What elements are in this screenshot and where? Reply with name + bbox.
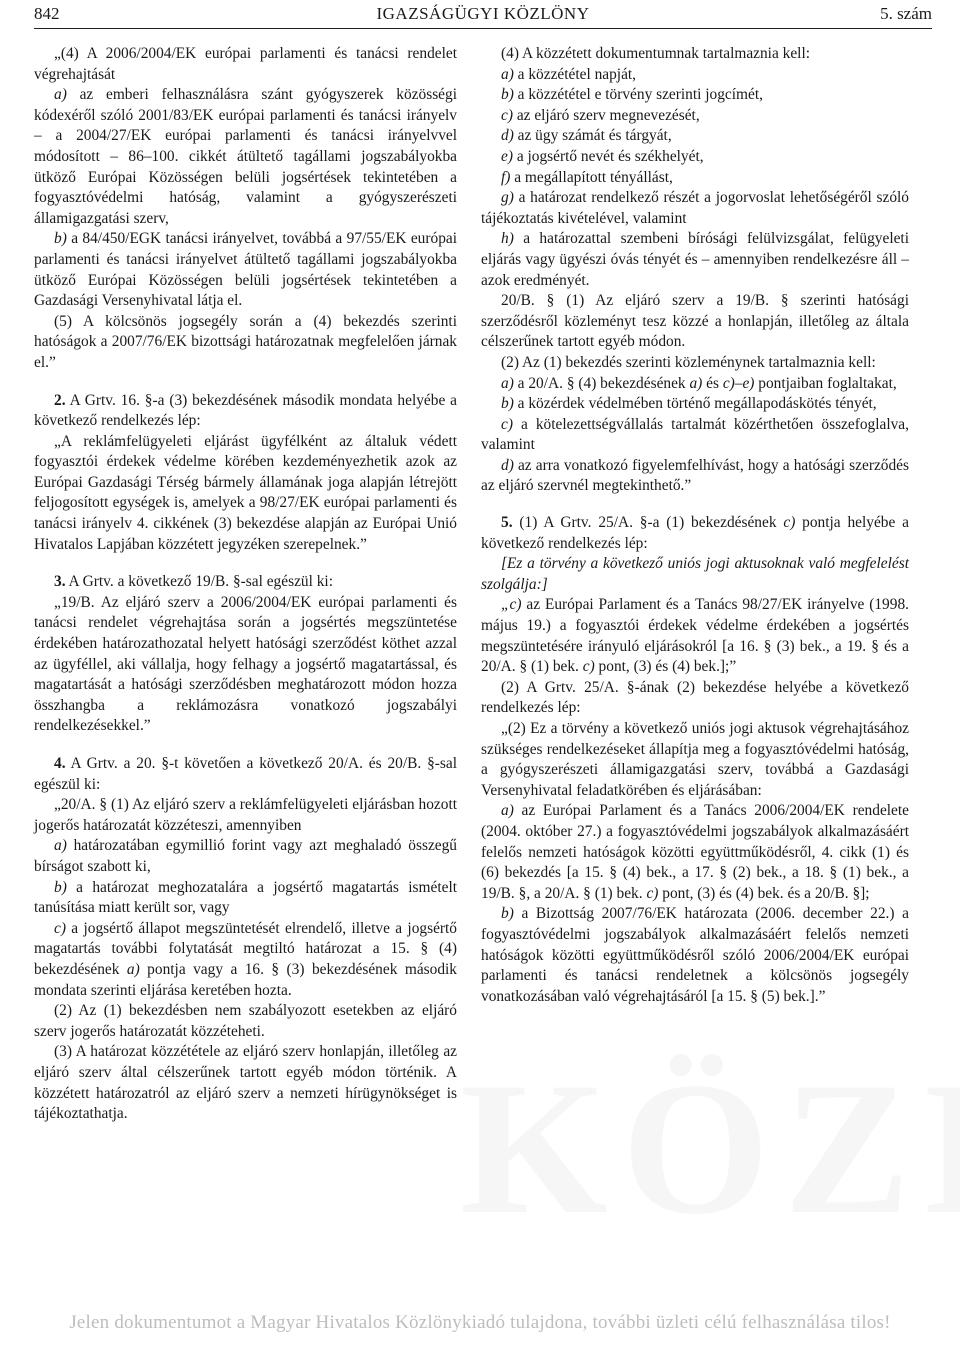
journal-title: IGAZSÁGÜGYI KÖZLÖNY — [376, 4, 590, 23]
section-number: 3. — [54, 573, 66, 591]
list-item: c) az eljáró szerv megnevezését, — [501, 106, 700, 124]
issue-number: 5. szám — [880, 4, 932, 23]
paragraph: a) a 20/A. § (4) bekezdésének a) és c)–e) pontjaiban foglaltakat, — [501, 374, 897, 392]
paragraph: b) a közérdek védelmében történő megállapodáskötés tényét, — [501, 395, 877, 413]
paragraph: (2) Az (1) bekezdés szerinti közleménynek tartalmaznia kell: — [501, 353, 876, 371]
item-label: b) — [54, 878, 67, 896]
paragraph: c) a jogsértő állapot megszüntetését elrendelő, illetve a jogsértő magatartás további folytatását megtiltó határozat a 15. § (4) bekezdésének a) pontja vagy a 16. § (3) bekezdésének második mondata szerinti eljárása keretében hozta. — [34, 919, 457, 999]
list-item: a) a közzététel napját, — [501, 65, 637, 83]
list-item: f) a megállapított tényállást, — [501, 168, 673, 186]
right-column — [481, 44, 909, 1007]
paragraph: b) a határozat meghozatalára a jogsértő magatartás ismételt tanúsítása miatt került sor, vagy — [34, 878, 457, 917]
paragraph: „A reklámfelügyeleti eljárást ügyfélként az általuk védett fogyasztói érdekek védelme körében kezdeményezhetik azok az Európai Gazdasági Térség bármely államának joga alapján létrejött feljogosított egységek is, amelyek a 98/27/EK európai parlamenti és tanácsi irányelv 4. cikkének (3) bekezdése alapján az Európai Unió Hivatalos Lapjában közzétett jegyzéken szerepelnek.” — [34, 432, 457, 553]
paragraph: 20/B. § (1) Az eljáró szerv a 19/B. § szerinti hatósági szerződésről közleményt tesz közzé a honlapján, illetőleg az általa célszerűnek tartott egyéb módon. — [481, 292, 909, 351]
paragraph: b) a Bizottság 2007/76/EK határozata (2006. december 22.) a fogyasztóvédelmi jogszabályok alkalmazásáért felelős nemzeti hatóságok közötti együttműködésről szóló 2006/2004/EK európai parlamenti és tanácsi rendeletnek a kölcsönös jogsegély vonatkozásában való végrehajtásáról [a 15. § (5) bek.].” — [481, 905, 909, 1005]
section-5-heading: 5. (1) A Grtv. 25/A. §-a (1) bekezdésének c) pontja helyébe a következő rendelkezés lép: — [481, 514, 909, 552]
section-number: 4. — [54, 755, 66, 772]
list-item: h) a határozattal szembeni bírósági felülvizsgálat, felügyeleti eljárás vagy ügyészi óvás tényét és – amennyiben rendelkezésre áll – azok eredményét. — [481, 230, 909, 289]
list-item: g) a határozat rendelkező részét a jogorvoslat lehetőségéről szóló tájékoztatás kivételével, valamint — [481, 189, 909, 227]
section-2-heading: 2. A Grtv. 16. §-a (3) bekezdésének második mondata helyébe a következő rendelkezés lép: — [34, 391, 457, 430]
paragraph: „20/A. § (1) Az eljáró szerv a reklámfelügyeleti eljárásban hozott jogerős határozatát közzéteszi, amennyiben — [34, 796, 457, 834]
section-number: 5. — [501, 514, 513, 532]
paragraph: „(2) Ez a törvény a következő uniós jogi aktusok végrehajtásához szükséges rendelkezéseket állapítja meg a fogyasztóvédelmi hatóság, a gyógyszerészeti államigazgatási szerv, továbbá a Gazdasági Versenyhivatal feladatkörében és eljárásában: — [481, 720, 909, 799]
paragraph: a) határozatában egymillió forint vagy azt meghaladó összegű bírságot szabott ki, — [34, 837, 457, 875]
paragraph: „c) az Európai Parlament és a Tanács 98/27/EK irányelve (1998. május 19.) a fogyasztói érdekek védelme érdekében a jogsértés megszüntetésére irányuló eljárásokról [a 16. § (3) bek., a 19. § és a 20/A. § (1) bek. c) pont, (3) és (4) bek.];” — [481, 596, 909, 676]
paragraph: d) az arra vonatkozó figyelemfelhívást, hogy a hatósági szerződés az eljáró szervnél megtekinthető.” — [481, 456, 909, 495]
page-number: 842 — [34, 4, 60, 23]
left-column — [34, 44, 457, 1125]
paragraph: c) a kötelezettségvállalás tartalmát közérthetően összefoglalva, valamint — [481, 415, 909, 454]
paragraph: (4) A közzétett dokumentumnak tartalmaznia kell: — [501, 45, 810, 62]
section-4-heading: 4. A Grtv. a 20. §-t követően a következő 20/A. és 20/B. §-sal egészül ki: — [34, 755, 457, 793]
paragraph: (2) Az (1) bekezdésben nem szabályozott esetekben az eljáró szerv jogerős határozatát közzéteheti. — [34, 1002, 457, 1040]
item-label: a) — [54, 837, 67, 855]
section-3-heading: 3. A Grtv. a következő 19/B. §-sal egészül ki: — [54, 573, 333, 591]
watermark — [460, 1040, 960, 1258]
item-label: c) — [54, 919, 66, 937]
paragraph: a) az emberi felhasználásra szánt gyógyszerek közösségi kódexéről szóló 2001/83/EK európai parlamenti és tanácsi irányelv – a 2004/27/EK európai parlamenti és tanácsi irányelvvel módosított – 86–100. cikkét átültető tagállami jogszabályokba ütköző Európai Közösségen belüli jogsértések tekintetében a fogyasztóvédelmi hatóság, valamint a gyógyszerészeti államigazgatási szerv, — [34, 86, 457, 227]
item-label: b) — [54, 230, 67, 248]
paragraph: a) az Európai Parlament és a Tanács 2006/2004/EK rendelete (2004. október 27.) a fogyasztóvédelmi jogszabályok alkalmazásáért felelős nemzeti hatóságok közötti együttműködésről, 4. cikk (1) és (6) bekezdés [a 15. § (4) bek., a 17. § (2) bek., a 18. § (1) bek., a 19/B. §, a 20/A. § (1) bek. c) pont, (3) és (4) bek. és a 20/B. §]; — [481, 802, 909, 902]
paragraph: „(4) A 2006/2004/EK európai parlamenti és tanácsi rendelet végrehajtását — [34, 45, 457, 83]
list-item: d) az ügy számát és tárgyát, — [501, 127, 672, 145]
copyright-footer: Jelen dokumentumot a Magyar Hivatalos Közlönykiadó tulajdona, további üzleti célú felhasználása tilos! — [69, 1312, 891, 1333]
item-label: a) — [54, 86, 67, 104]
paragraph: „19/B. Az eljáró szerv a 2006/2004/EK európai parlamenti és tanácsi rendelet végrehajtása során a jogsértés megszüntetése érdekében határozathozatal helyett hatósági szerződést köthet azzal az ügyféllel, aki vállalja, hogy felhagy a jogsértő magatartással, és magatartását a hatósági szerződésben meghatározott módon hozza összhangba a reklámozásra vonatkozó jogszabályi rendelkezésekkel.” — [34, 593, 457, 735]
paragraph: (2) A Grtv. 25/A. §-ának (2) bekezdése helyébe a következő rendelkezés lép: — [481, 678, 909, 717]
paragraph: [Ez a törvény a következő uniós jogi aktusoknak való megfelelést szolgálja:] — [481, 555, 909, 593]
page-header — [34, 2, 932, 29]
paragraph: (5) A kölcsönös jogsegély során a (4) bekezdés szerinti hatóságok a 2007/76/EK bizottsági határozatnak megfelelően járnak el.” — [34, 312, 457, 371]
section-number: 2. — [54, 391, 66, 409]
paragraph: (3) A határozat közzététele az eljáró szerv honlapján, illetőleg az eljáró szerv által célszerűnek tartott egyéb módon történik. A közzétett határozatról az eljáró szerv a nemzeti hírügynökséget is tájékoztathatja. — [34, 1043, 457, 1123]
list-item: b) a közzététel e törvény szerinti jogcímét, — [501, 86, 763, 104]
paragraph: b) a 84/450/EGK tanácsi irányelvet, továbbá a 97/55/EK európai parlamenti és tanácsi irányelvet átültető tagállami jogszabályokba ütköző Európai Közösségen belüli jogsértések tekintetében a Gazdasági Versenyhivatal látja el. — [34, 230, 457, 310]
list-item: e) a jogsértő nevét és székhelyét, — [501, 147, 704, 165]
